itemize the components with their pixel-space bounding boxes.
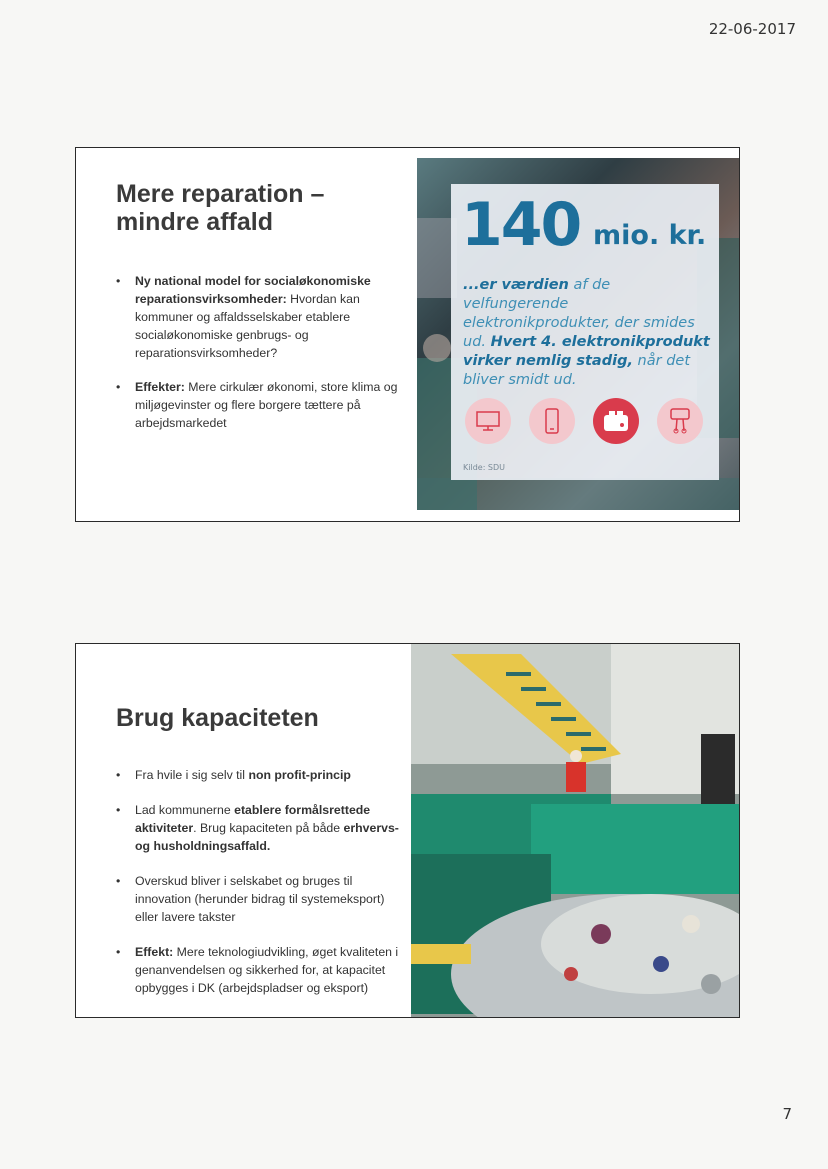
info-text-plain: når det bliver smidt ud.: [463, 353, 691, 388]
bullet-text: Mere cirkulær økonomi, store klima og miljøgevinster og flere borgere tættere på arbejdsmarkedet: [135, 380, 398, 430]
phone-icon: [529, 398, 575, 444]
bullet-list: [116, 766, 406, 1014]
bullet-text: Hvordan kan kommuner og affaldsselskaber etablere socialøkonomiske genbrugs- og reparationsvirksomheder?: [135, 292, 360, 360]
bullet-item: [116, 766, 406, 784]
bullet-bold: Ny national model for socialøkonomiske reparationsvirksomheder:: [135, 274, 371, 306]
bullet-list: [116, 272, 406, 448]
bullet-bold: etablere formålsrettede aktiviteter: [135, 803, 371, 835]
bullet-item: [116, 801, 406, 855]
waste-facility-image: [411, 644, 739, 1017]
bullet-bold: Effekter:: [135, 380, 185, 394]
bullet-bold: Effekt:: [135, 945, 174, 959]
bullet-text: Lad kommunerne: [135, 803, 235, 817]
bullet-item: [116, 872, 406, 926]
info-card: [451, 184, 719, 480]
electronics-infographic: [417, 158, 739, 510]
big-unit: mio. kr.: [593, 220, 707, 251]
waste-facility-photo: [411, 644, 739, 1017]
bullet-item: [116, 272, 406, 362]
bullet-bold: erhvervs- og husholdningsaffald.: [135, 821, 399, 853]
info-text-strong: Hvert 4. elektronikprodukt virker nemlig stadig,: [463, 334, 710, 369]
slide-capacity: [75, 643, 740, 1018]
page-date: 22-06-2017: [708, 20, 796, 38]
slide-repair: [75, 147, 740, 522]
bullet-bold: non profit-princip: [248, 768, 351, 782]
bullet-text: Fra hvile i sig selv til: [135, 768, 249, 782]
monitor-icon: [465, 398, 511, 444]
info-text-strong: ...er værdien: [463, 277, 569, 293]
bullet-item: [116, 943, 406, 997]
mixer-icon: [657, 398, 703, 444]
slide-title: Mere reparation – mindre affald: [116, 180, 325, 236]
bullet-text: Overskud bliver i selskabet og bruges til innovation (herunder bidrag til systemeksport) eller lavere takster: [135, 874, 385, 924]
big-number: 140: [461, 190, 581, 260]
bullet-text: . Brug kapaciteten på både: [193, 821, 344, 835]
slide-title: Brug kapaciteten: [116, 704, 319, 732]
info-text-plain: af de velfungerende elektronikprodukter, der smides ud.: [463, 277, 695, 350]
page-number: 7: [782, 1105, 792, 1123]
source-label: Kilde: SDU: [463, 463, 506, 472]
toaster-icon: [593, 398, 639, 444]
bullet-item: [116, 378, 406, 432]
icons-row: [457, 398, 717, 458]
info-text: [463, 276, 713, 390]
bullet-text: Mere teknologiudvikling, øget kvaliteten i genanvendelsen og sikkerhed for, at kapacitet opbygges i DK (arbejdspladser og eksport): [135, 945, 399, 995]
